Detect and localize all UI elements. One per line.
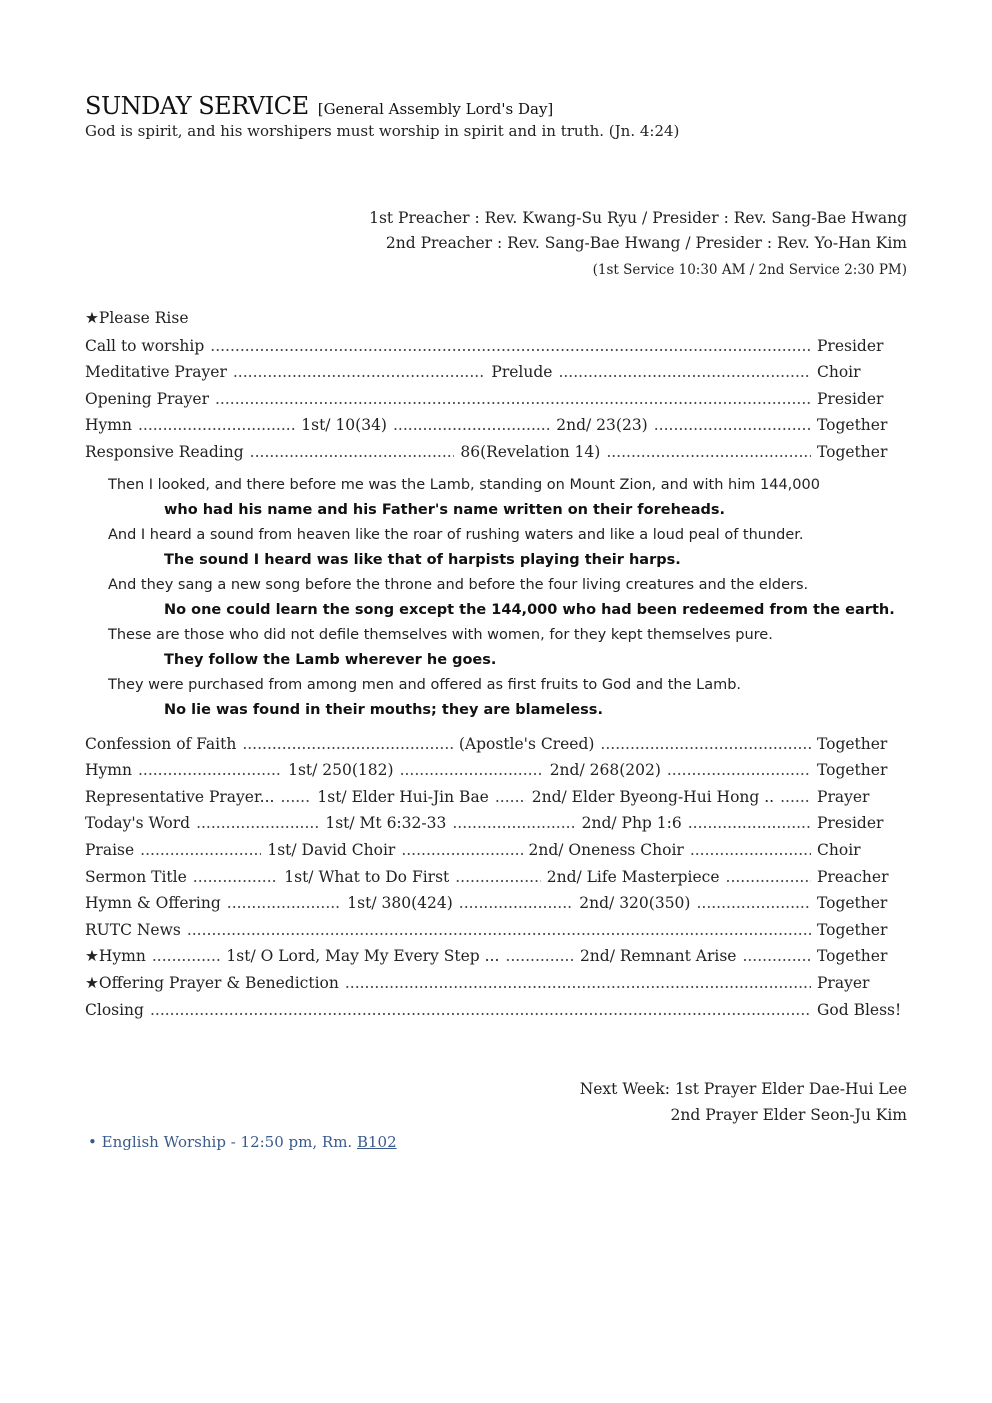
program-item-detail: 1st/ O Lord, May My Every Step ...: [226, 947, 500, 966]
dot-leader: [138, 760, 282, 780]
dot-leader: [459, 893, 574, 913]
program-item-detail: 1st/ Mt 6:32-33: [325, 814, 447, 833]
program-row: [85, 780, 907, 807]
program-item-detail: 1st/ Elder Hui-Jin Bae: [317, 787, 489, 806]
reading-line-people: No lie was found in their mouths; they are blameless.: [164, 702, 603, 718]
next-week-line-1: Next Week: 1st Prayer Elder Dae-Hui Lee: [579, 1080, 907, 1098]
title-main: SUNDAY SERVICE: [85, 92, 309, 120]
dot-leader: [193, 867, 278, 887]
program-item-detail: 2nd/ 320(350): [579, 894, 691, 913]
program-item-label: Meditative Prayer: [85, 363, 227, 382]
program-item-role: Together: [817, 416, 888, 435]
dot-leader: [455, 867, 540, 887]
program-row: [85, 329, 907, 356]
program-item-detail: 1st/ 250(182): [288, 761, 394, 780]
program-item-label: Closing: [85, 1000, 144, 1019]
program-item-role: Preacher: [816, 867, 889, 886]
dot-leader: [726, 867, 811, 887]
program-row: [85, 993, 907, 1020]
dot-leader: [606, 442, 811, 462]
reading-line-leader: And I heard a sound from heaven like the roar of rushing waters and like a loud peal of thunder.: [108, 527, 804, 543]
dot-leader: [654, 415, 811, 435]
dot-leader: [495, 787, 526, 807]
preacher-line-2: 2nd Preacher : Rev. Sang-Bae Hwang / Presider : Rev. Yo-Han Kim: [385, 234, 907, 252]
dot-leader: [558, 362, 811, 382]
program-item-label: Responsive Reading: [85, 442, 244, 461]
room-link[interactable]: B102: [356, 1133, 397, 1151]
reading-line-people: who had his name and his Father's name written on their foreheads.: [164, 502, 726, 518]
program-item-role: Choir: [817, 840, 861, 859]
program-item-detail: 1st/ David Choir: [267, 840, 396, 859]
program-item-role: God Bless!: [817, 1000, 902, 1019]
program-item-role: Together: [817, 947, 888, 966]
program-item-role: Together: [817, 761, 888, 780]
responsive-reading-text: [108, 475, 895, 725]
program-item-role: Presider: [817, 814, 884, 833]
program-item-label: Hymn: [85, 761, 132, 780]
program-item-detail: Prelude: [491, 363, 553, 382]
dot-leader: [280, 787, 311, 807]
program-item-label: Hymn & Offering: [85, 894, 221, 913]
program-item-detail: 2nd/ Remnant Arise: [579, 947, 737, 966]
program-item-label: Hymn: [85, 416, 132, 435]
program-item-detail: 2nd/ 268(202): [549, 761, 661, 780]
program-row: [85, 860, 907, 887]
program-item-role: Together: [817, 442, 888, 461]
reading-line-people: They follow the Lamb wherever he goes.: [164, 652, 497, 668]
dot-leader: [250, 442, 455, 462]
program-row: [85, 887, 907, 914]
scripture-verse: God is spirit, and his worshipers must worship in spirit and in truth. (Jn. 4:24): [85, 122, 680, 140]
preacher-line-1: 1st Preacher : Rev. Kwang-Su Ryu / Presider : Rev. Sang-Bae Hwang: [369, 209, 907, 227]
dot-leader: [696, 893, 811, 913]
program-row: [85, 727, 907, 754]
next-week-line-2: 2nd Prayer Elder Seon-Ju Kim: [670, 1106, 907, 1124]
dot-leader: [688, 813, 811, 833]
dot-leader: [152, 946, 221, 966]
reading-line-leader: These are those who did not defile themselves with women, for they kept themselves pure.: [108, 627, 773, 643]
program-order-bottom: [85, 727, 907, 1020]
dot-leader: [233, 362, 486, 382]
dot-leader: [600, 734, 811, 754]
program-row: [85, 940, 907, 967]
program-item-role: Prayer: [817, 973, 870, 992]
program-item-label: Representative Prayer...: [85, 787, 275, 806]
program-item-detail: 2nd/ Elder Byeong-Hui Hong ..: [531, 787, 775, 806]
program-item-detail: 2nd/ Oneness Choir: [528, 840, 684, 859]
bullet-icon: •: [88, 1133, 97, 1151]
program-item-detail: (Apostle's Creed): [458, 734, 595, 753]
dot-leader: [393, 415, 550, 435]
program-item-role: Together: [816, 894, 888, 913]
program-item-role: Together: [816, 734, 888, 753]
program-item-label: Call to worship: [85, 336, 205, 355]
program-item-role: Presider: [817, 389, 884, 408]
program-row: [85, 382, 907, 409]
program-item-label: Opening Prayer: [85, 389, 209, 408]
please-rise-note: ★Please Rise: [85, 309, 189, 327]
dot-leader: [187, 920, 811, 940]
english-worship-text: English Worship - 12:50 pm, Rm.: [101, 1133, 357, 1151]
program-item-label: RUTC News: [85, 920, 181, 939]
program-item-role: Presider: [817, 336, 884, 355]
dot-leader: [690, 840, 811, 860]
reading-line-people: The sound I heard was like that of harpists playing their harps.: [164, 552, 681, 568]
program-item-label: Today's Word: [85, 814, 191, 833]
program-item-label: ★Offering Prayer & Benediction: [85, 973, 339, 992]
program-item-detail: 1st/ 380(424): [347, 894, 453, 913]
program-row: [85, 966, 907, 993]
program-item-label: Praise: [85, 840, 135, 859]
program-row: [85, 409, 907, 436]
dot-leader: [345, 973, 811, 993]
program-item-detail: 1st/ 10(34): [301, 416, 387, 435]
dot-leader: [210, 336, 811, 356]
reading-line-leader: And they sang a new song before the throne and before the four living creatures and the elders.: [108, 577, 809, 593]
program-order-top: [85, 329, 907, 462]
dot-leader: [140, 840, 261, 860]
program-row: [85, 807, 907, 834]
dot-leader: [401, 840, 522, 860]
dot-leader: [780, 787, 811, 807]
program-item-detail: 2nd/ 23(23): [556, 416, 648, 435]
program-item-detail: 2nd/ Php 1:6: [581, 814, 682, 833]
reading-line-leader: They were purchased from among men and offered as first fruits to God and the Lamb.: [108, 677, 742, 693]
program-item-detail: 1st/ What to Do First: [284, 867, 450, 886]
dot-leader: [505, 946, 574, 966]
program-row: [85, 435, 907, 462]
dot-leader: [742, 946, 811, 966]
dot-leader: [242, 734, 453, 754]
dot-leader: [138, 415, 295, 435]
program-item-detail: 2nd/ Life Masterpiece: [546, 867, 720, 886]
english-worship-notice: [88, 1133, 397, 1151]
title-subtitle: [General Assembly Lord's Day]: [317, 100, 554, 118]
program-row: [85, 833, 907, 860]
program-item-label: Confession of Faith: [85, 734, 237, 753]
program-row: [85, 913, 907, 940]
service-times: (1st Service 10:30 AM / 2nd Service 2:30 PM): [592, 262, 907, 278]
reading-line-leader: Then I looked, and there before me was the Lamb, standing on Mount Zion, and with him 144,000: [108, 477, 820, 493]
program-item-label: Sermon Title: [85, 867, 187, 886]
dot-leader: [452, 813, 575, 833]
dot-leader: [196, 813, 319, 833]
reading-line-people: No one could learn the song except the 144,000 who had been redeemed from the earth.: [164, 602, 895, 618]
dot-leader: [150, 1000, 811, 1020]
program-row: [85, 754, 907, 781]
program-item-detail: 86(Revelation 14): [460, 442, 601, 461]
program-item-role: Prayer: [817, 787, 870, 806]
dot-leader: [215, 389, 811, 409]
dot-leader: [227, 893, 342, 913]
page-title: [85, 92, 553, 120]
program-row: [85, 356, 907, 383]
program-item-role: Together: [817, 920, 888, 939]
dot-leader: [667, 760, 811, 780]
dot-leader: [400, 760, 544, 780]
program-item-label: ★Hymn: [85, 947, 146, 966]
program-item-role: Choir: [817, 363, 861, 382]
